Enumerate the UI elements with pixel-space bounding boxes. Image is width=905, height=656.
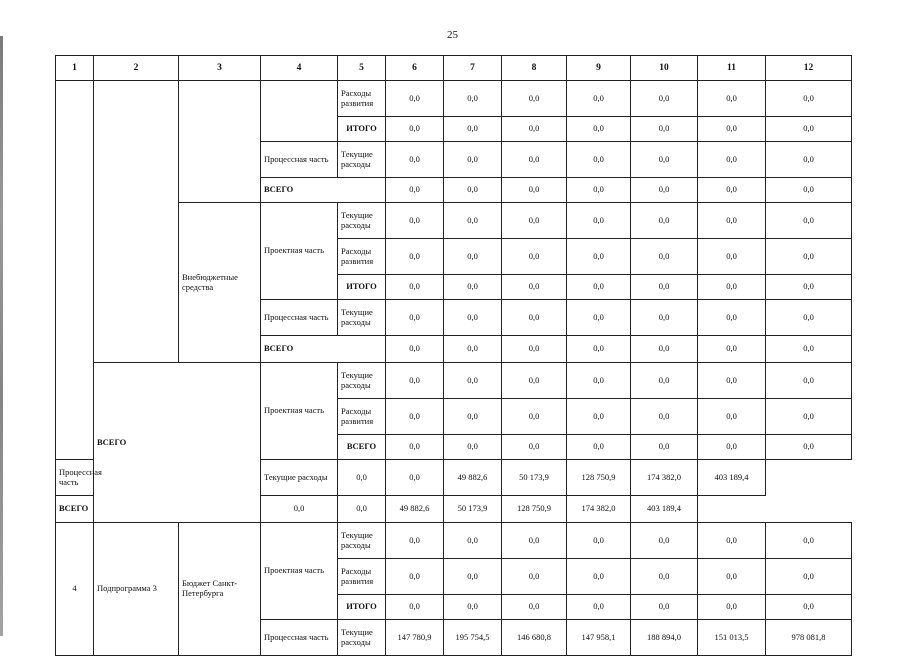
- value-cell: 0,0: [698, 300, 766, 336]
- value-cell: 0,0: [698, 399, 766, 435]
- value-cell: 0,0: [502, 142, 567, 178]
- value-cell: 0,0: [444, 239, 502, 275]
- value-cell: 0,0: [766, 523, 852, 559]
- cell-cost-type: Текущие расходы: [338, 142, 386, 178]
- value-cell: 0,0: [567, 595, 631, 620]
- value-cell: 0,0: [766, 559, 852, 595]
- value-cell: 0,0: [567, 336, 631, 363]
- value-cell: 0,0: [631, 336, 698, 363]
- value-cell: 174 382,0: [567, 496, 631, 523]
- value-cell: 0,0: [444, 523, 502, 559]
- table-row: [56, 363, 852, 399]
- cell-itogo: ИТОГО: [338, 275, 386, 300]
- value-cell: 0,0: [631, 142, 698, 178]
- value-cell: 0,0: [631, 595, 698, 620]
- value-cell: 0,0: [631, 435, 698, 460]
- value-cell: 0,0: [502, 363, 567, 399]
- value-cell: 0,0: [567, 399, 631, 435]
- value-cell: 0,0: [698, 117, 766, 142]
- value-cell: 0,0: [698, 559, 766, 595]
- cell-cost-type: Текущие расходы: [338, 203, 386, 239]
- value-cell: 49 882,6: [444, 460, 502, 496]
- value-cell: 0,0: [567, 117, 631, 142]
- cell-source-empty: [179, 81, 261, 203]
- value-cell: 0,0: [502, 595, 567, 620]
- value-cell: 0,0: [444, 300, 502, 336]
- table-row: [56, 496, 852, 523]
- value-cell: 0,0: [698, 523, 766, 559]
- value-cell: 0,0: [766, 435, 852, 460]
- cell-vsego: ВСЕГО: [56, 496, 179, 523]
- cell-itogo: ИТОГО: [338, 595, 386, 620]
- value-cell: 0,0: [444, 399, 502, 435]
- value-cell: 0,0: [567, 203, 631, 239]
- cell-source: Бюджет Санкт-Петербурга: [179, 523, 261, 656]
- value-cell: 0,0: [444, 275, 502, 300]
- header-cell: 1: [56, 56, 94, 81]
- value-cell: 50 173,9: [444, 496, 502, 523]
- header-cell: 2: [94, 56, 179, 81]
- value-cell: 0,0: [386, 336, 444, 363]
- value-cell: 0,0: [766, 336, 852, 363]
- value-cell: 0,0: [386, 239, 444, 275]
- cell-part: Проектная часть: [261, 363, 338, 460]
- value-cell: 0,0: [261, 496, 338, 523]
- value-cell: 151 013,5: [698, 620, 766, 656]
- header-cell: 10: [631, 56, 698, 81]
- value-cell: 0,0: [386, 300, 444, 336]
- value-cell: 0,0: [567, 300, 631, 336]
- value-cell: 0,0: [567, 142, 631, 178]
- cell-part-empty: [261, 81, 338, 142]
- value-cell: 0,0: [766, 117, 852, 142]
- value-cell: 0,0: [502, 178, 567, 203]
- value-cell: 0,0: [567, 275, 631, 300]
- value-cell: 0,0: [567, 363, 631, 399]
- value-cell: 0,0: [502, 559, 567, 595]
- value-cell: 0,0: [698, 142, 766, 178]
- value-cell: 0,0: [444, 178, 502, 203]
- value-cell: 0,0: [631, 178, 698, 203]
- value-cell: 0,0: [698, 203, 766, 239]
- value-cell: 0,0: [386, 523, 444, 559]
- value-cell: 0,0: [698, 336, 766, 363]
- cell-cost-type: Текущие расходы: [338, 523, 386, 559]
- table-row: [56, 523, 852, 559]
- value-cell: 0,0: [386, 142, 444, 178]
- cell-part: Проектная часть: [261, 523, 338, 620]
- cell-cost-type: Текущие расходы: [338, 363, 386, 399]
- value-cell: 0,0: [567, 239, 631, 275]
- value-cell: 0,0: [567, 178, 631, 203]
- value-cell: 50 173,9: [502, 460, 567, 496]
- cell-vsego: ВСЕГО: [261, 178, 386, 203]
- cell-part: Процессная часть: [261, 620, 338, 656]
- value-cell: 0,0: [567, 559, 631, 595]
- value-cell: 403 189,4: [631, 496, 698, 523]
- value-cell: 0,0: [766, 300, 852, 336]
- cell-part: Проектная часть: [261, 203, 338, 300]
- value-cell: 0,0: [338, 496, 386, 523]
- value-cell: 0,0: [386, 559, 444, 595]
- value-cell: 0,0: [698, 178, 766, 203]
- value-cell: 0,0: [502, 239, 567, 275]
- value-cell: 0,0: [444, 81, 502, 117]
- value-cell: 0,0: [698, 435, 766, 460]
- budget-table: [55, 55, 852, 656]
- value-cell: 0,0: [502, 300, 567, 336]
- header-cell: 6: [386, 56, 444, 81]
- value-cell: 0,0: [444, 203, 502, 239]
- header-row: [56, 56, 852, 81]
- value-cell: 0,0: [386, 203, 444, 239]
- value-cell: 188 894,0: [631, 620, 698, 656]
- value-cell: 0,0: [338, 460, 386, 496]
- value-cell: 0,0: [766, 81, 852, 117]
- header-cell: 8: [502, 56, 567, 81]
- header-cell: 5: [338, 56, 386, 81]
- cell-source: Внебюджетные средства: [179, 203, 261, 363]
- value-cell: 0,0: [386, 81, 444, 117]
- value-cell: 0,0: [567, 81, 631, 117]
- value-cell: 0,0: [631, 559, 698, 595]
- scan-edge: [0, 36, 3, 636]
- value-cell: 0,0: [502, 336, 567, 363]
- cell-cost-type: Текущие расходы: [338, 620, 386, 656]
- value-cell: 0,0: [698, 363, 766, 399]
- value-cell: 147 958,1: [567, 620, 631, 656]
- cell-part: Процессная часть: [56, 460, 94, 496]
- value-cell: 0,0: [631, 81, 698, 117]
- value-cell: 0,0: [386, 178, 444, 203]
- header-cell: 7: [444, 56, 502, 81]
- value-cell: 0,0: [502, 203, 567, 239]
- value-cell: 195 754,5: [444, 620, 502, 656]
- cell-num: 4: [56, 523, 94, 656]
- value-cell: 0,0: [766, 203, 852, 239]
- value-cell: 0,0: [766, 142, 852, 178]
- value-cell: 0,0: [386, 399, 444, 435]
- header-cell: 12: [766, 56, 852, 81]
- cell-cost-type: Расходы развития: [338, 559, 386, 595]
- header-cell: 4: [261, 56, 338, 81]
- value-cell: 0,0: [766, 399, 852, 435]
- value-cell: 0,0: [444, 559, 502, 595]
- value-cell: 0,0: [698, 595, 766, 620]
- cell-vsego: ВСЕГО: [338, 435, 386, 460]
- value-cell: 0,0: [502, 399, 567, 435]
- value-cell: 0,0: [444, 435, 502, 460]
- value-cell: 0,0: [386, 595, 444, 620]
- value-cell: 0,0: [698, 275, 766, 300]
- cell-vsego-block: ВСЕГО: [94, 363, 261, 523]
- value-cell: 0,0: [631, 523, 698, 559]
- value-cell: 0,0: [502, 435, 567, 460]
- value-cell: 0,0: [567, 523, 631, 559]
- value-cell: 0,0: [698, 239, 766, 275]
- value-cell: 0,0: [698, 81, 766, 117]
- cell-name-empty: [94, 81, 179, 363]
- header-cell: 3: [179, 56, 261, 81]
- value-cell: 0,0: [631, 117, 698, 142]
- header-cell: 9: [567, 56, 631, 81]
- value-cell: 147 780,9: [386, 620, 444, 656]
- value-cell: 0,0: [444, 142, 502, 178]
- value-cell: 0,0: [631, 363, 698, 399]
- value-cell: 0,0: [766, 178, 852, 203]
- value-cell: 0,0: [502, 117, 567, 142]
- value-cell: 49 882,6: [386, 496, 444, 523]
- page-number: 25: [447, 29, 458, 41]
- value-cell: 0,0: [386, 363, 444, 399]
- cell-cost-type: Расходы развития: [338, 81, 386, 117]
- value-cell: 146 680,8: [502, 620, 567, 656]
- value-cell: 978 081,8: [766, 620, 852, 656]
- value-cell: 128 750,9: [567, 460, 631, 496]
- cell-cost-type: Текущие расходы: [261, 460, 338, 496]
- cell-cost-type: Расходы развития: [338, 399, 386, 435]
- cell-part: Процессная часть: [261, 300, 338, 336]
- value-cell: 0,0: [444, 117, 502, 142]
- value-cell: 0,0: [766, 239, 852, 275]
- cell-cost-type: Текущие расходы: [338, 300, 386, 336]
- value-cell: 0,0: [386, 460, 444, 496]
- cell-itogo: ИТОГО: [338, 117, 386, 142]
- value-cell: 0,0: [567, 435, 631, 460]
- value-cell: 0,0: [631, 239, 698, 275]
- value-cell: 0,0: [631, 275, 698, 300]
- value-cell: 0,0: [631, 399, 698, 435]
- cell-vsego: ВСЕГО: [261, 336, 386, 363]
- value-cell: 403 189,4: [698, 460, 766, 496]
- cell-part: Процессная часть: [261, 142, 338, 178]
- header-cell: 11: [698, 56, 766, 81]
- value-cell: 0,0: [766, 595, 852, 620]
- value-cell: 128 750,9: [502, 496, 567, 523]
- value-cell: 0,0: [386, 275, 444, 300]
- cell-name: Подпрограмма 3: [94, 523, 179, 656]
- value-cell: 0,0: [766, 363, 852, 399]
- value-cell: 0,0: [444, 595, 502, 620]
- value-cell: 0,0: [444, 336, 502, 363]
- value-cell: 0,0: [631, 300, 698, 336]
- cell-num-empty: [56, 81, 94, 460]
- value-cell: 0,0: [631, 203, 698, 239]
- table-row: [56, 81, 852, 117]
- value-cell: 0,0: [386, 117, 444, 142]
- value-cell: 174 382,0: [631, 460, 698, 496]
- value-cell: 0,0: [444, 363, 502, 399]
- value-cell: 0,0: [386, 435, 444, 460]
- value-cell: 0,0: [766, 275, 852, 300]
- cell-cost-type: Расходы развития: [338, 239, 386, 275]
- value-cell: 0,0: [502, 523, 567, 559]
- value-cell: 0,0: [502, 81, 567, 117]
- value-cell: 0,0: [502, 275, 567, 300]
